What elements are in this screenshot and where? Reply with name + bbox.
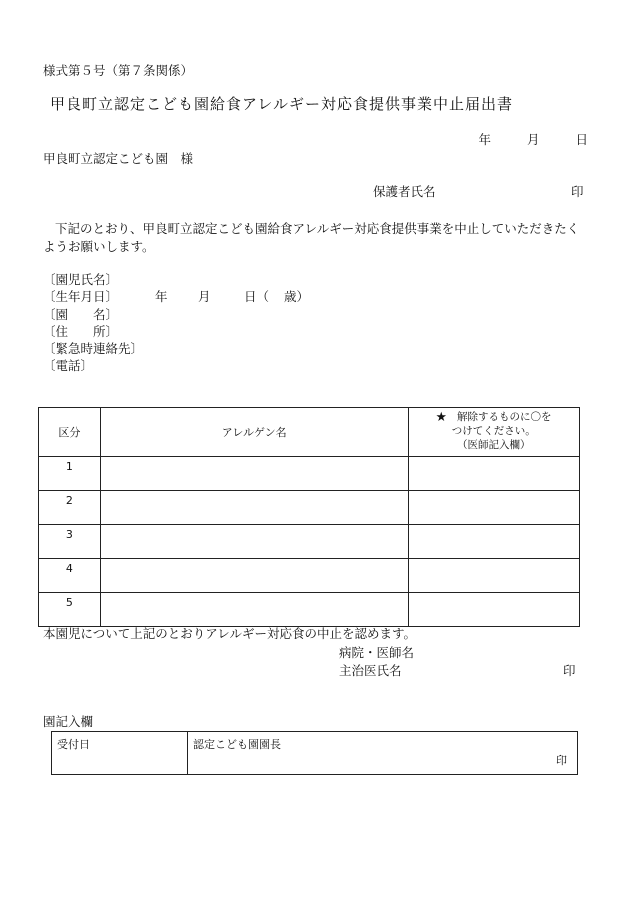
- row-number: 4: [39, 559, 101, 593]
- row-number: 3: [39, 525, 101, 559]
- guardian-name-label: 保護者氏名: [373, 184, 436, 199]
- child-name-field: 〔園児氏名〕: [43, 272, 119, 287]
- allergen-table: [38, 407, 580, 627]
- birth-date-field: [43, 288, 309, 305]
- body-text: 下記のとおり、甲良町立認定こども園給食アレルギー対応食提供事業を中止していただきたくようお願いします。: [43, 221, 580, 254]
- release-mark-cell[interactable]: [408, 593, 579, 627]
- age-label: 歳）: [284, 289, 310, 305]
- release-mark-cell[interactable]: [408, 491, 579, 525]
- allergen-cell[interactable]: [100, 525, 408, 559]
- doctor-note-header: [408, 408, 579, 457]
- phone-field: 〔電話〕: [43, 358, 94, 374]
- birth-day-label: 日（: [244, 289, 270, 305]
- table-row: [39, 593, 580, 627]
- doctor-seal: 印: [563, 663, 576, 678]
- allergen-cell[interactable]: [100, 559, 408, 593]
- date-day-label: 日: [575, 132, 588, 147]
- allergen-name-header: アレルゲン名: [100, 408, 408, 457]
- allergen-cell[interactable]: [100, 491, 408, 525]
- release-mark-cell[interactable]: [408, 525, 579, 559]
- office-use-box: [51, 731, 578, 775]
- attending-doctor-label: 主治医氏名: [339, 663, 402, 678]
- principal-label: 認定こども園園長: [193, 738, 281, 751]
- page-title: 甲良町立認定こども園給食アレルギー対応食提供事業中止届出書: [50, 95, 514, 113]
- addressee: 甲良町立認定こども園 様: [43, 151, 194, 166]
- office-use-title: 園記入欄: [43, 714, 94, 729]
- hospital-doctor-label: 病院・医師名: [339, 645, 415, 660]
- address-field: 〔住 所〕: [43, 323, 119, 339]
- doctor-note-line-3: （医師記入欄）: [457, 439, 531, 451]
- category-header: 区分: [39, 408, 101, 457]
- received-date-label: 受付日: [57, 738, 90, 751]
- row-number: 5: [39, 593, 101, 627]
- table-row: [39, 559, 580, 593]
- child-info-fields: [43, 271, 309, 375]
- office-box-divider: [187, 732, 188, 774]
- school-name-field: 〔園 名〕: [43, 306, 119, 322]
- release-mark-cell[interactable]: [408, 559, 579, 593]
- guardian-seal: 印: [571, 184, 584, 199]
- principal-seal: 印: [556, 754, 567, 767]
- submission-date: [478, 134, 588, 147]
- table-row: [39, 525, 580, 559]
- allergen-cell[interactable]: [100, 593, 408, 627]
- date-year-label: 年: [478, 132, 491, 147]
- table-header-row: [39, 408, 580, 457]
- release-mark-cell[interactable]: [408, 457, 579, 491]
- approval-statement: 本園児について上記のとおりアレルギー対応食の中止を認めます。: [43, 626, 416, 641]
- table-row: [39, 491, 580, 525]
- birth-date-label: 〔生年月日〕: [43, 289, 119, 305]
- birth-year-label: 年: [155, 289, 168, 305]
- table-row: [39, 457, 580, 491]
- allergen-cell[interactable]: [100, 457, 408, 491]
- emergency-contact-field: 〔緊急時連絡先〕: [43, 341, 144, 357]
- row-number: 2: [39, 491, 101, 525]
- doctor-note-line-2: つけてください。: [451, 425, 536, 437]
- form-number: 様式第５号（第７条関係）: [43, 63, 194, 78]
- doctor-note-line-1: ★ 解除するものに〇を: [436, 411, 552, 423]
- birth-month-label: 月: [198, 289, 211, 305]
- row-number: 1: [39, 457, 101, 491]
- date-month-label: 月: [526, 132, 540, 147]
